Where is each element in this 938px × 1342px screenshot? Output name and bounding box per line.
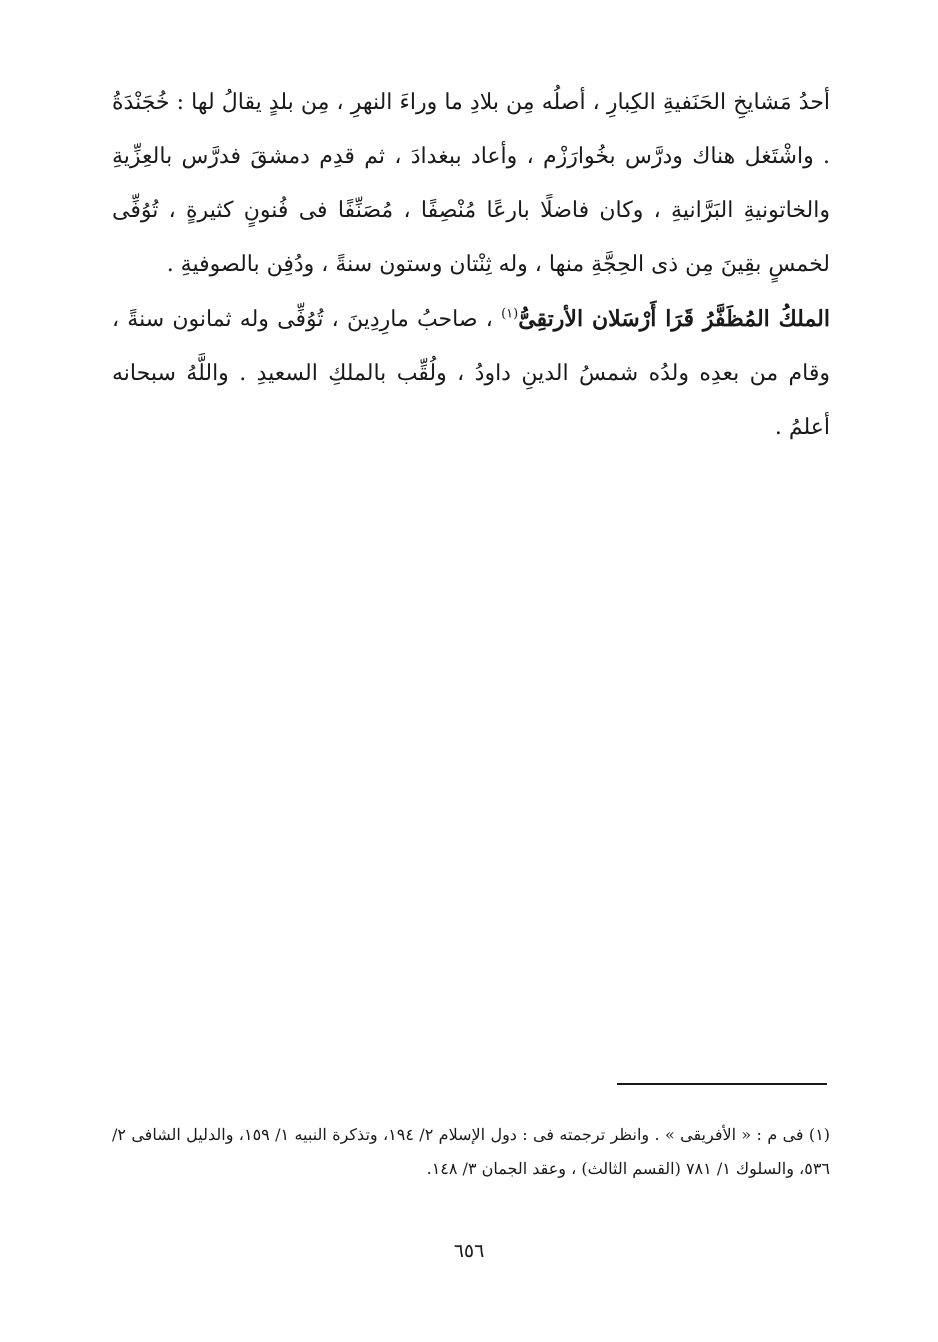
footnote-separator: [617, 1083, 827, 1085]
biography-name: الملكُ المُظَفَّرُ قَرَا أَرْسَلان الأرتقِىُّ: [518, 306, 830, 332]
paragraph-2-text: ، صاحبُ مارِدِينَ ، تُوُفِّى وله ثمانون سنةً ، وقام من بعدِه ولدُه شمسُ الدينِ داودُ ، ولُقِّب بالملكِ السعيدِ . واللَّهُ سبحانه أعلمُ .: [112, 307, 830, 440]
footnote-1: (١) فى م : « الأفريقى » . وانظر ترجمته فى : دول الإسلام ٢/ ١٩٤، وتذكرة النبيه ١/ ١٥٩، والدليل الشافى ٢/ ٥٣٦، والسلوك ١/ ٧٨١ (القسم الثالث) ، وعقد الجمان ٣/ ١٤٨.: [112, 1125, 831, 1178]
page-number: ٦٥٦: [453, 1240, 485, 1262]
footnote-reference: (١): [501, 306, 519, 322]
paragraph-2: [112, 292, 830, 455]
paragraph-1: أحدُ مَشايخِ الحَنَفيةِ الكِبارِ ، أصلُه مِن بلادِ ما وراءَ النهرِ ، مِن بلدٍ يقالُ لها : خُجَنْدَةُ . واشْتَغل هناك ودرَّس بخُوارَزْم ، وأعاد ببغدادَ ، ثم قدِم دمشقَ فدرَّس بالعِزِّيةِ والخاتونيةِ البَرَّانيةِ ، وكان فاضلًا بارعًا مُنْصِفًا ، مُصَنِّفًا فى فُنونٍ كثيرةٍ ، تُوُفِّى لخمسٍ بقِينَ مِن ذى الحِجَّةِ منها ، وله ثِنْتان وستون سنةً ، ودُفِن بالصوفيةِ .: [112, 90, 831, 277]
footnote-block: [112, 1118, 830, 1186]
main-text-block: [112, 76, 830, 455]
